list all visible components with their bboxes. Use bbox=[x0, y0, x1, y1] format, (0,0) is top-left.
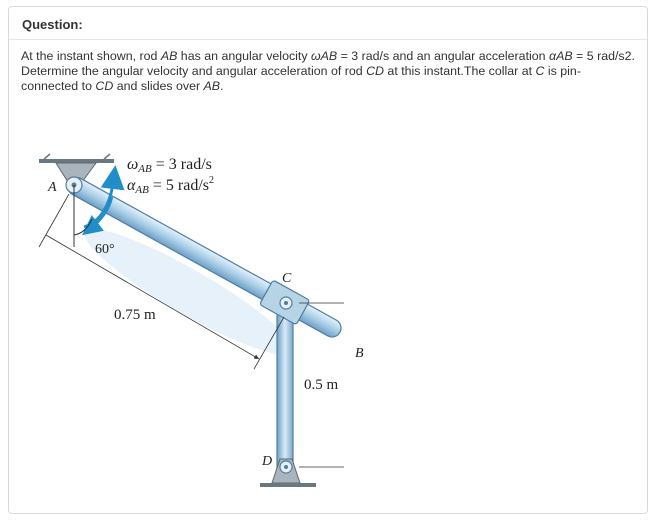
question-text-part: AB bbox=[203, 79, 221, 93]
omega-subscript: AB bbox=[138, 163, 152, 175]
angle-label: 60° bbox=[95, 242, 115, 257]
alpha-value: = 5 rad/s bbox=[152, 177, 209, 194]
question-text-part: C bbox=[535, 64, 545, 78]
question-text-part: αAB bbox=[549, 49, 573, 63]
question-text-part: At the instant shown, rod bbox=[21, 49, 161, 63]
alpha-subscript: AB bbox=[135, 184, 149, 196]
alpha-label bbox=[127, 175, 214, 196]
question-text-part: and slides over bbox=[113, 79, 204, 93]
question-text bbox=[21, 49, 635, 94]
alpha-exponent: 2 bbox=[208, 175, 214, 186]
length-CD-label: 0.5 m bbox=[304, 377, 339, 393]
question-card bbox=[8, 6, 648, 514]
pin-C-center bbox=[284, 301, 288, 305]
omega-label bbox=[127, 156, 212, 175]
pin-D-center bbox=[284, 465, 288, 469]
label-D: D bbox=[262, 454, 273, 469]
omega-symbol: ω bbox=[127, 156, 139, 173]
mechanism-figure bbox=[24, 107, 404, 502]
alpha-symbol: α bbox=[127, 177, 136, 194]
label-B: B bbox=[355, 346, 364, 361]
dim-ext-A bbox=[39, 194, 69, 247]
label-A: A bbox=[48, 180, 57, 195]
question-text-part: is pin-connected to bbox=[21, 64, 581, 93]
question-text-part: = 5 rad/s2. Determine the angular velocity and angular acceleration of rod bbox=[21, 49, 635, 78]
length-AB-label: 0.75 m bbox=[114, 307, 156, 323]
question-text-part: ωAB bbox=[310, 49, 338, 63]
question-label: Question: bbox=[22, 17, 83, 32]
label-C: C bbox=[282, 271, 292, 286]
question-text-part: = 3 rad/s and an angular acceleration bbox=[337, 49, 549, 63]
question-text-part: CD bbox=[366, 64, 384, 78]
omega-value: = 3 rad/s bbox=[155, 156, 212, 173]
question-text-part: AB bbox=[160, 49, 178, 63]
question-text-part: at this instant.The collar at bbox=[383, 64, 536, 78]
question-text-part: . bbox=[220, 79, 224, 93]
question-text-part: has an angular velocity bbox=[177, 49, 311, 63]
rod-CD bbox=[277, 305, 293, 470]
question-text-part: CD bbox=[95, 79, 114, 93]
divider bbox=[9, 39, 647, 40]
